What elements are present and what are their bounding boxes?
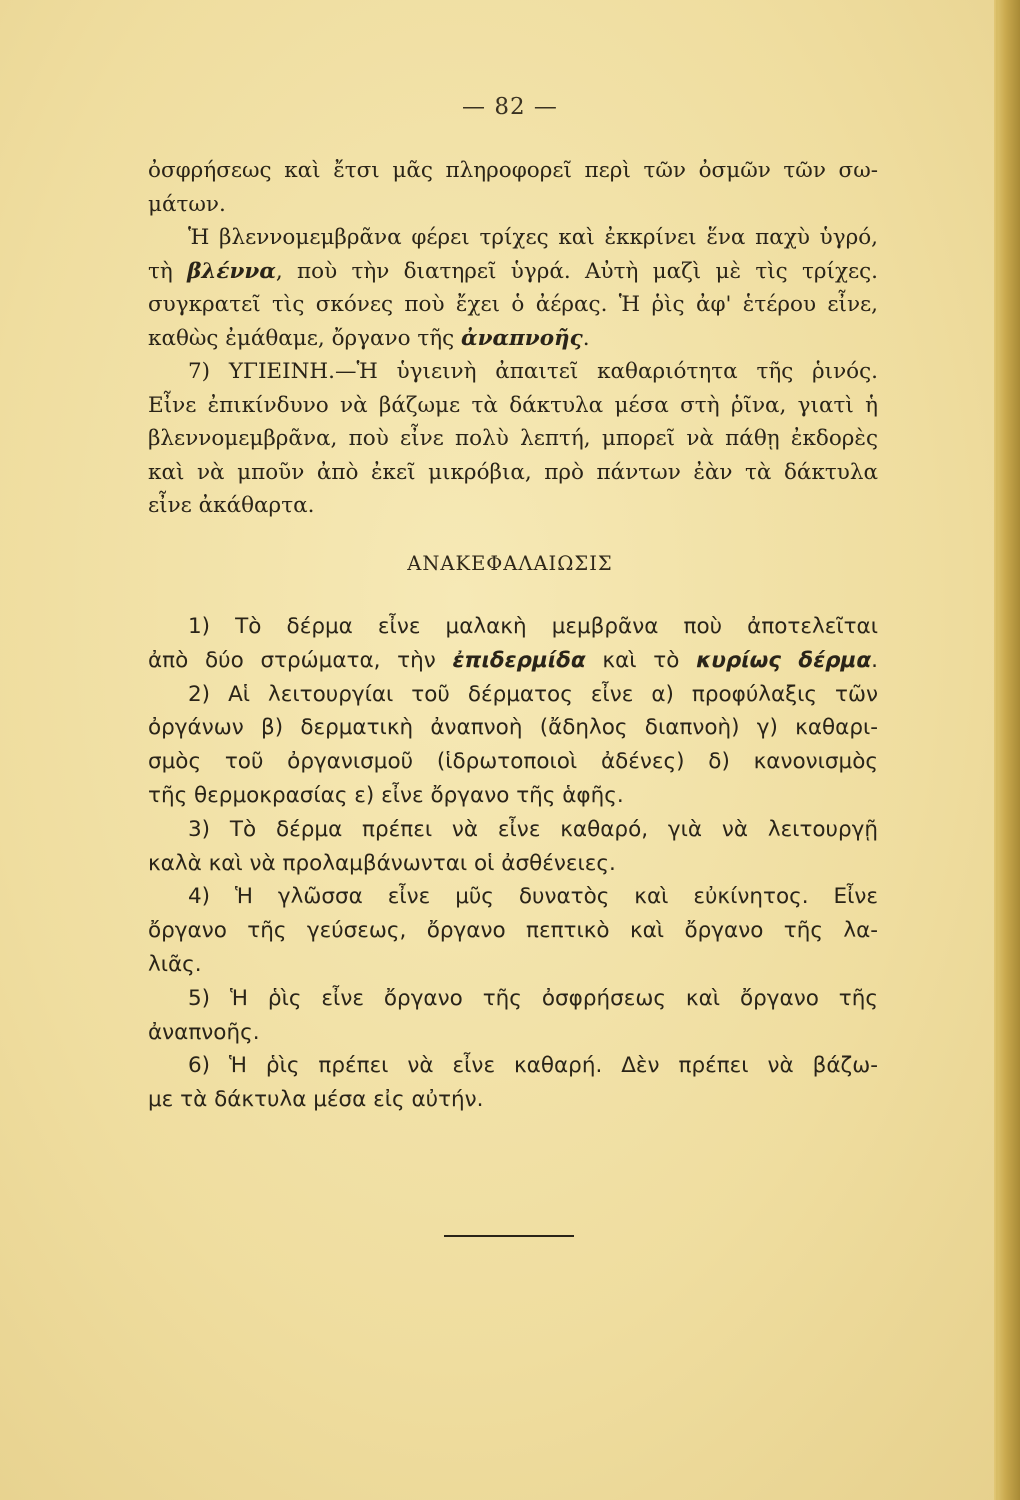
summary-line: ἀναπνοῆς. <box>148 1019 260 1045</box>
text-line: ὀσφρήσεως καὶ ἔτσι μᾶς πληροφορεῖ περὶ τῶν ὀσμῶν τῶν σω- <box>148 158 878 183</box>
text-line: εἶνε ἀκάθαρτα. <box>148 493 315 518</box>
text-line: τὴ βλέννα, ποὺ τὴν διατηρεῖ ὑγρά. Αὐτὴ μαζὶ μὲ τὶς τρίχες. <box>148 258 878 284</box>
summary-line: 3) Τὸ δέρμα πρέπει νὰ εἶνε καθαρό, γιὰ νὰ λειτουργῇ <box>188 816 878 842</box>
text-line: καὶ νὰ μποῦν ἀπὸ ἐκεῖ μικρόβια, πρὸ πάντων ἐὰν τὰ δάκτυλα <box>148 459 878 485</box>
summary-line: 5) Ἡ ῥὶς εἶνε ὄργανο τῆς ὀσφρήσεως καὶ ὄργανο τῆς <box>188 985 878 1011</box>
summary-line: λιᾶς. <box>148 951 202 977</box>
text-line: καθὼς ἐμάθαμε, ὄργανο τῆς ἀναπνοῆς. <box>148 325 590 351</box>
summary-line: ἀπὸ δύο στρώματα, τὴν ἐπιδερμίδα καὶ τὸ κυρίως δέρμα. <box>148 647 878 673</box>
summary-line: 4) Ἡ γλῶσσα εἶνε μῦς δυνατὸς καὶ εὐκίνητος. Εἶνε <box>188 884 878 910</box>
summary-heading: ΑΝΑΚΕΦΑΛΑΙΩΣΙΣ <box>407 552 613 575</box>
summary-line: ὄργανο τῆς γεύσεως, ὄργανο πεπτικὸ καὶ ὄργανο τῆς λα- <box>148 918 878 944</box>
text-line: Ἡ βλεννομεμβρᾶνα φέρει τρίχες καὶ ἐκκρίνει ἕνα παχὺ ὑγρό, <box>188 225 878 250</box>
summary-text <box>148 610 878 1117</box>
term-blenna: βλέννα <box>187 258 276 284</box>
summary-line: 6) Ἡ ῥὶς πρέπει νὰ εἶνε καθαρή. Δὲν πρέπει νὰ βάζω- <box>188 1053 878 1079</box>
text-line: Εἶνε ἐπικίνδυνο νὰ βάζωμε τὰ δάκτυλα μέσα στὴ ῥῖνα, γιατὶ ἡ <box>148 392 878 418</box>
end-rule <box>444 1235 574 1237</box>
page-binding-edge <box>994 0 1020 1500</box>
summary-line: ὀργάνων β) δερματικὴ ἀναπνοὴ (ἄδηλος διαπνοὴ) γ) καθαρι- <box>148 715 878 741</box>
summary-line: 2) Αἱ λειτουργίαι τοῦ δέρματος εἶνε α) προφύλαξις τῶν <box>188 681 878 707</box>
text-line: συγκρατεῖ τὶς σκόνες ποὺ ἔχει ὁ ἀέρας. Ἡ ῥὶς ἀφ' ἑτέρου εἶνε, <box>148 292 878 317</box>
summary-line: καλὰ καὶ νὰ προλαμβάνωνται οἱ ἀσθένειες. <box>148 850 616 876</box>
term-anapnoe: ἀναπνοῆς <box>461 325 583 351</box>
term-epidermida: ἐπιδερμίδα <box>452 647 586 673</box>
summary-line: τῆς θερμοκρασίας ε) εἶνε ὄργανο τῆς ἁφῆς. <box>148 782 624 808</box>
summary-line: με τὰ δάκτυλα μέσα εἰς αὐτήν. <box>148 1087 484 1113</box>
summary-line: 1) Τὸ δέρμα εἶνε μαλακὴ μεμβρᾶνα ποὺ ἀποτελεῖται <box>188 614 878 639</box>
text-line: βλεννομεμβρᾶνα, ποὺ εἶνε πολὺ λεπτή, μπορεῖ νὰ πάθῃ ἐκδορὲς <box>148 426 878 451</box>
hygiene-heading-line: 7) ΥΓΙΕΙΝΗ.—Ἡ ὑγιεινὴ ἀπαιτεῖ καθαριότητα τῆς ῥινός. <box>188 359 878 384</box>
text-line: μάτων. <box>148 191 226 217</box>
term-kyrios-derma: κυρίως δέρμα <box>696 647 872 673</box>
page-number: — 82 — <box>462 94 558 120</box>
previous-section-text <box>148 154 878 523</box>
summary-line: σμὸς τοῦ ὀργανισμοῦ (ἱδρωτοποιοὶ ἀδένες) δ) κανονισμὸς <box>148 749 878 775</box>
